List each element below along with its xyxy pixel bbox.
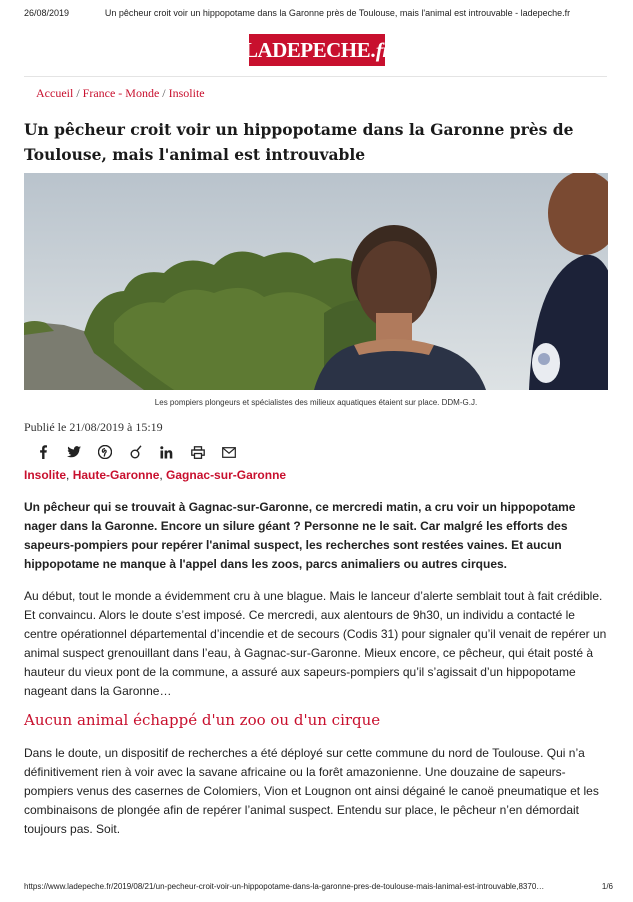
breadcrumb-separator: / <box>76 86 80 100</box>
logo-main: LADEPECHE <box>243 37 371 62</box>
page-number: 1/6 <box>601 882 613 891</box>
article-lead: Un pêcheur qui se trouvait à Gagnac-sur-Garonne, ce mercredi matin, a cru voir un hippopotame nager dans la Garonne. Encore un silure géant ? Personne ne le sait. Car malgré les efforts des sapeurs-pompiers pour repérer l'animal suspect, les recherches sont restées vaines. Et aucun hippopotame ne manque à l'appel dans les zoos, parcs animaliers ou autres cirques. <box>24 500 576 571</box>
breadcrumb <box>36 86 205 101</box>
print-doc-title: Un pêcheur croit voir un hippopotame dans la Garonne près de Toulouse, mais l'animal est introuvable - ladepeche.fr <box>104 8 571 18</box>
article-subheading: Aucun animal échappé d'un zoo ou d'un cirque <box>24 711 381 729</box>
tag-link[interactable]: Insolite <box>24 468 67 482</box>
breadcrumb-section[interactable]: France - Monde <box>82 86 160 100</box>
article-title: Un pêcheur croit voir un hippopotame dans la Garonne près de Toulouse, mais l'animal est introuvable <box>24 120 574 164</box>
article-paragraph: Dans le doute, un dispositif de recherches a été déployé sur cette commune du nord de Toulouse. Qui n’a définitivement rien à voir avec la savane africaine ou la forêt amazonienne. Une douzaine de sapeurs-pompiers venus des casernes de Colomiers, Vion et Lougnon ont ainsi dégainé le canoë pneumatique et les combinaisons de plongée afin de repérer l’animal suspect. Entendu sur place, le pêcheur n’en démordait toujours pas. Soit. <box>24 746 599 836</box>
breadcrumb-home[interactable]: Accueil <box>36 86 74 100</box>
publish-date: Publié le 21/08/2019 à 15:19 <box>24 420 163 434</box>
linkedin-icon[interactable] <box>156 443 177 461</box>
viadeo-icon[interactable] <box>125 443 146 461</box>
pinterest-icon[interactable] <box>94 443 115 461</box>
breadcrumb-separator: / <box>162 86 166 100</box>
print-header <box>24 8 611 22</box>
photo-illustration <box>24 173 608 390</box>
twitter-icon[interactable] <box>63 443 84 461</box>
article-tags: Insolite, Haute-Garonne, Gagnac-sur-Garonne <box>24 468 287 482</box>
logo-suffix: .fr <box>371 37 391 62</box>
photo-caption: Les pompiers plongeurs et spécialistes des milieux aquatiques étaient sur place. DDM-G.J. <box>154 398 478 407</box>
print-url: https://www.ladepeche.fr/2019/08/21/un-pecheur-croit-voir-un-hippopotame-dans-la-garonne-pres-de-toulouse-mais-lanimal-est-introuvable,8370… <box>24 882 545 891</box>
print-icon[interactable] <box>187 443 208 461</box>
email-icon[interactable] <box>218 443 239 461</box>
print-footer <box>24 882 613 894</box>
facebook-icon[interactable] <box>32 443 53 461</box>
header-divider <box>24 76 607 77</box>
print-date: 26/08/2019 <box>24 8 70 18</box>
article-paragraph: Au début, tout le monde a évidemment cru à une blague. Mais le lanceur d’alerte semblait tout à fait crédible. Et convaincu. Alors le doute s’est imposé. Ce mercredi, aux alentours de 9h30, un individu a contacté le centre opérationnel départemental d’incendie et de secours (Codis 31) pour signaler qu’il venait de repérer un animal suspect grenouillant dans l’eau, à Gagnac-sur-Garonne. Mieux encore, ce pêcheur, qui était posté à hauteur du vieux pont de la commune, a assuré aux sapeurs-pompiers qu’il s’agissait d’un hippopotame nageant dans la Garonne… <box>24 589 607 698</box>
breadcrumb-category[interactable]: Insolite <box>168 86 205 100</box>
article-photo <box>24 173 608 390</box>
site-logo[interactable] <box>243 34 391 66</box>
tag-link[interactable]: Gagnac-sur-Garonne <box>166 468 287 482</box>
share-bar <box>32 443 249 461</box>
tag-link[interactable]: Haute-Garonne <box>72 468 160 482</box>
